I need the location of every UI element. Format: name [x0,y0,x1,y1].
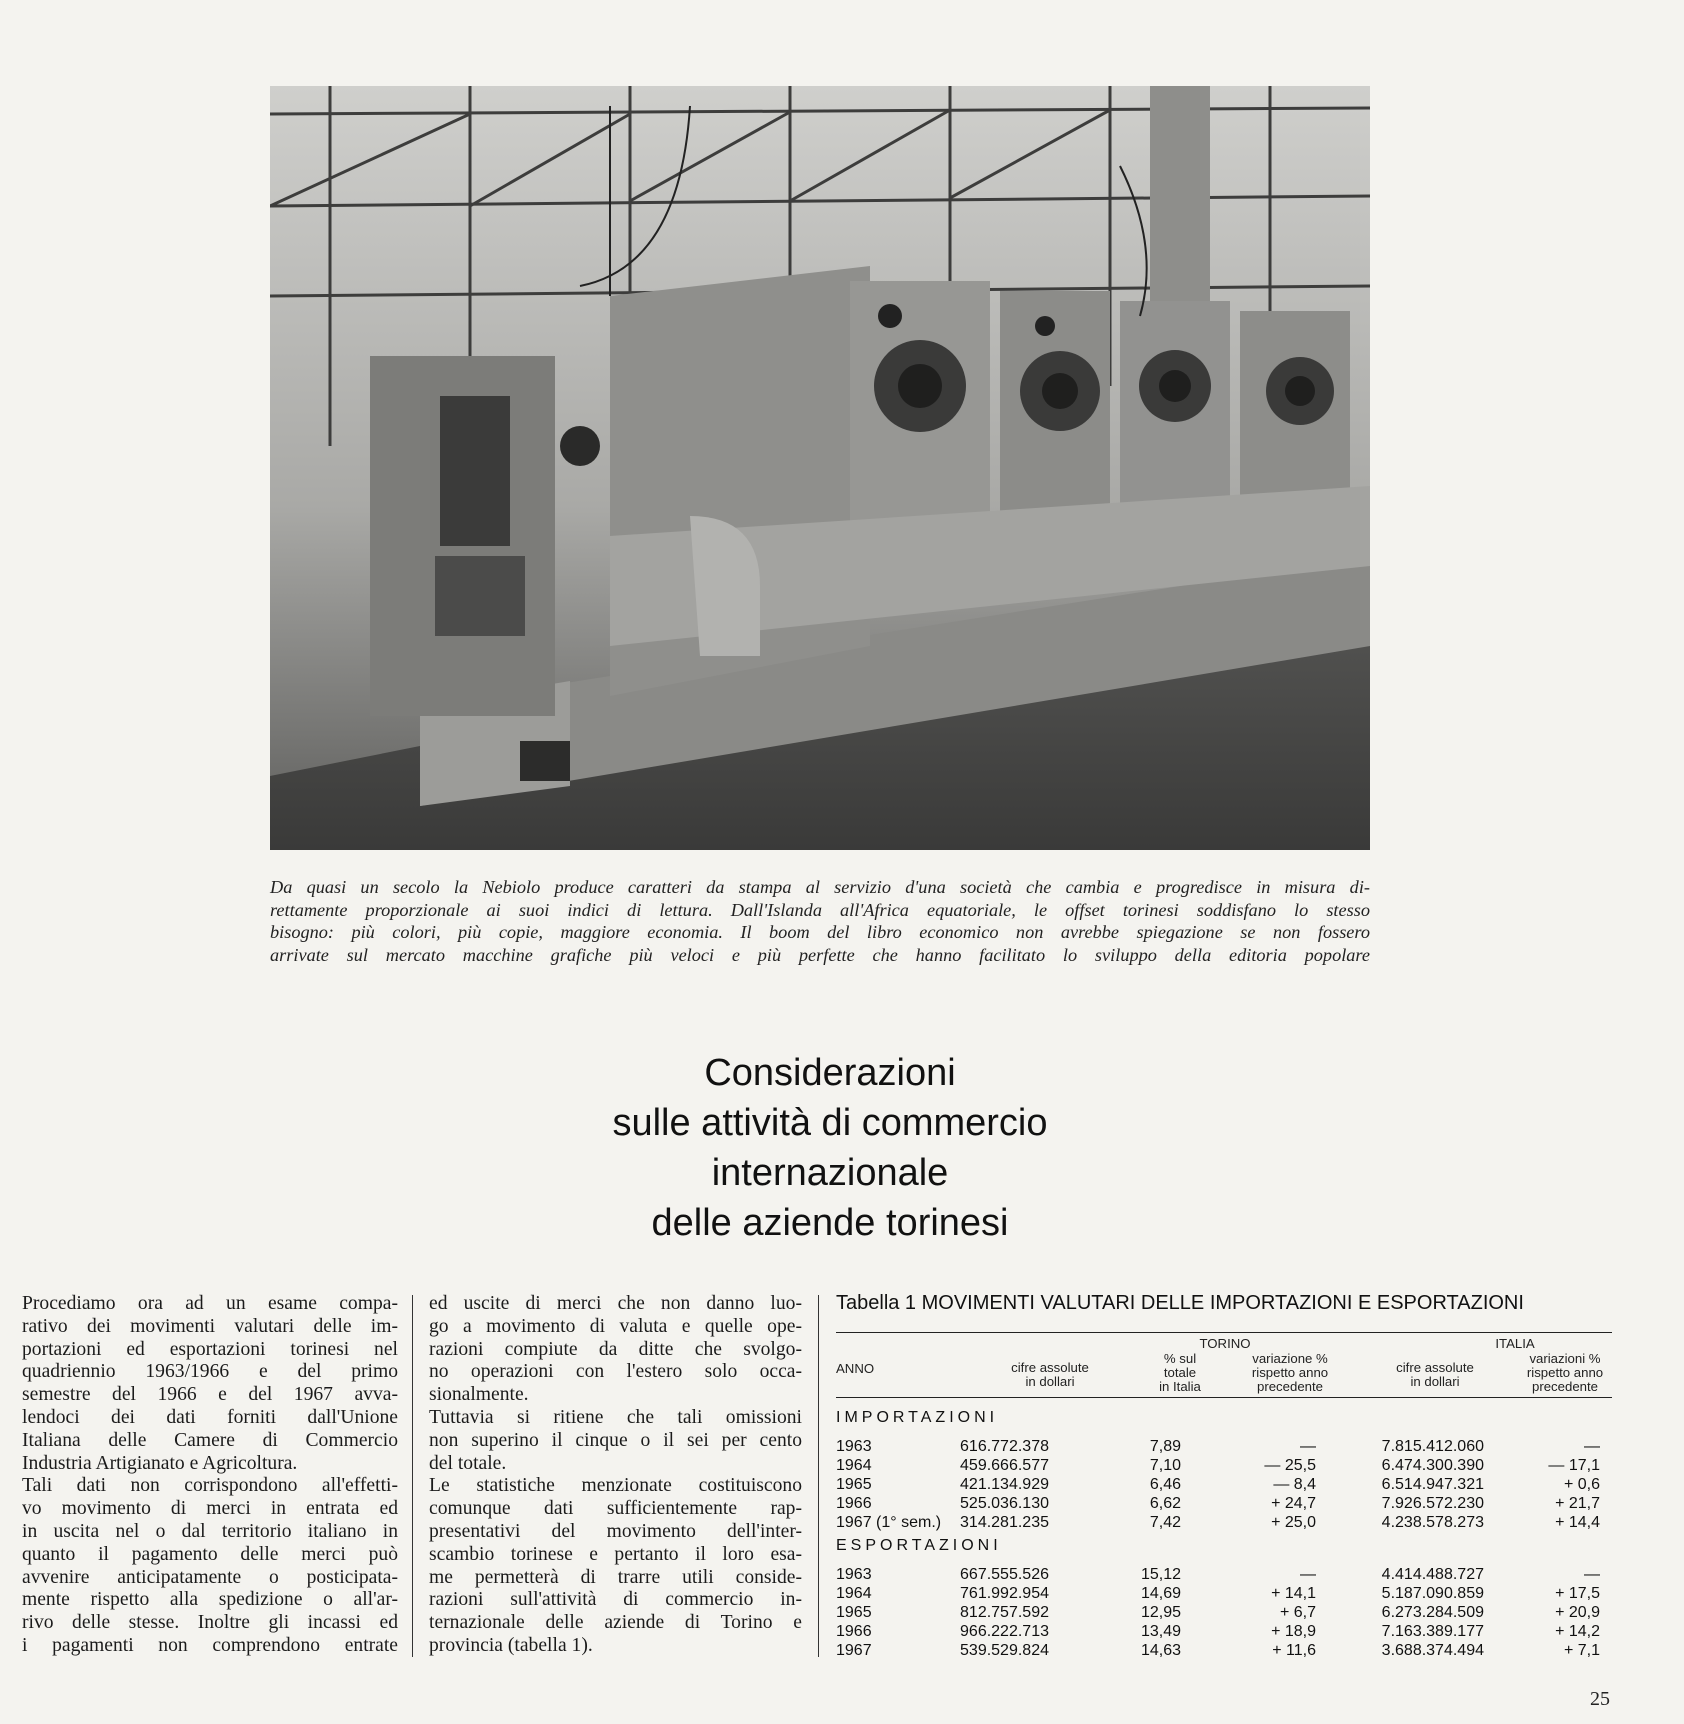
cell-var: — 25,5 [1264,1457,1316,1474]
cell-anno: 1965 [836,1476,872,1493]
header-line: totale [1163,1365,1197,1380]
body-line: del totale. [429,1452,507,1474]
cell-var: + 25,0 [1271,1514,1316,1531]
cell-pct: 15,12 [1140,1566,1181,1583]
article-title [470,1048,1190,1248]
cell-ivar: — [1584,1438,1600,1455]
header-line: in dollari [1025,1374,1075,1389]
cell-anno: 1967 [836,1642,872,1659]
cell-iabs: 6.514.947.321 [1381,1476,1484,1493]
section-importazioni: IMPORTAZIONI [836,1409,999,1426]
cell-abs: 314.281.235 [960,1514,1049,1531]
body-line: quadriennio 1963/1966 e del primo [22,1361,398,1383]
body-line: comunque dati sufficientemente rap- [429,1498,802,1520]
page-number: 25 [1590,1688,1610,1710]
cell-anno: 1964 [836,1585,872,1602]
caption-line: rettamente proporzionale ai suoi indici di lettura. Dall'Islanda all'Africa equatoriale, le offset torinesi soddisfano lo stesso [270,899,1370,920]
body-line: Industria Artigianato e Agricoltura. [22,1452,298,1474]
header-line: in Italia [1159,1379,1201,1394]
header-line: variazioni % [1529,1351,1601,1366]
cell-ivar: + 17,5 [1555,1585,1600,1602]
body-line: avvenire anticipatamente o posticipata- [22,1566,398,1588]
cell-anno: 1967 (1° sem.) [836,1514,942,1531]
cell-anno: 1966 [836,1495,872,1512]
body-line: in uscita nel o dal territorio italiano in [22,1520,398,1542]
cell-var: + 24,7 [1271,1495,1316,1512]
cell-pct: 14,69 [1140,1585,1181,1602]
body-line: Procediamo ora ad un esame compa- [22,1293,398,1314]
header-group-torino: TORINO [1199,1336,1251,1351]
body-line: quanto il pagamento delle merci può [22,1543,398,1565]
cell-iabs: 7.815.412.060 [1381,1438,1484,1455]
body-line: non superino il cinque o il sei per cento [429,1429,802,1451]
body-line: scambio torinese e pertanto il loro esa- [429,1543,802,1565]
body-line: Tuttavia si ritiene che tali omissioni [429,1406,802,1428]
cell-abs: 421.134.929 [960,1476,1049,1493]
cell-iabs: 6.474.300.390 [1381,1457,1484,1474]
cell-pct: 7,10 [1149,1457,1181,1474]
body-line: go a movimento di valuta e quelle ope- [429,1315,802,1337]
cell-pct: 12,95 [1140,1604,1181,1621]
cell-ivar: + 7,1 [1563,1642,1600,1659]
header-line: variazione % [1252,1351,1328,1366]
header-anno: ANNO [836,1361,875,1376]
cell-iabs: 3.688.374.494 [1381,1642,1484,1659]
title-line: internazionale [711,1152,949,1194]
body-line: sionalmente. [429,1384,529,1406]
cell-ivar: + 21,7 [1555,1495,1600,1512]
column-divider [818,1295,819,1657]
cell-var: + 6,7 [1279,1604,1316,1621]
cell-anno: 1963 [836,1566,872,1583]
body-line: Tali dati non corrispondono all'effetti- [22,1475,398,1497]
body-line: rivo delle stesse. Inoltre gli incassi ed [22,1612,398,1634]
body-line: i pagamenti non comprendono entrate [22,1634,398,1656]
header-line: precedente [1532,1379,1598,1394]
cell-var: — [1300,1566,1316,1583]
cell-pct: 6,46 [1149,1476,1181,1493]
header-line: cifre assolute [1011,1360,1089,1375]
cell-ivar: + 0,6 [1563,1476,1600,1493]
cell-iabs: 6.273.284.509 [1381,1604,1484,1621]
printing-press-illustration [270,86,1370,850]
body-line: lendoci dei dati forniti dall'Unione [22,1406,398,1428]
header-line: in dollari [1410,1374,1460,1389]
photo-caption [270,876,1370,966]
body-line: semestre del 1966 e del 1967 avva- [22,1384,398,1406]
body-line: ed uscite di merci che non danno luo- [429,1293,802,1314]
caption-line: bisogno: più colori, più copie, maggiore economia. Il boom del libro economico non avrebbe spiegazione se non fossero [270,922,1370,942]
cell-ivar: + 14,4 [1555,1514,1600,1531]
table-row [836,1513,1606,1532]
cell-anno: 1964 [836,1457,872,1474]
cell-abs: 667.555.526 [960,1566,1049,1583]
cell-abs: 966.222.713 [960,1623,1049,1640]
table-row [836,1622,1606,1641]
table-title: Tabella 1 MOVIMENTI VALUTARI DELLE IMPORTAZIONI E ESPORTAZIONI [836,1292,1524,1314]
cell-ivar: + 20,9 [1555,1604,1600,1621]
cell-ivar: — 17,1 [1548,1457,1600,1474]
section-esportazioni: ESPORTAZIONI [836,1537,1002,1554]
table-row [836,1641,1606,1660]
body-line: razioni compiute da ditte che svolgo- [429,1338,802,1360]
printing-press-photo [270,86,1370,850]
header-line: precedente [1257,1379,1323,1394]
cell-pct: 13,49 [1140,1623,1181,1640]
header-variazioni-italia [1515,1352,1615,1394]
body-line: Le statistiche menzionate costituiscono [429,1475,802,1497]
header-variazione-torino [1235,1352,1345,1394]
table-top-rule [836,1332,1612,1333]
cell-pct: 6,62 [1149,1495,1181,1512]
body-line: no operazioni con l'estero solo occa- [429,1361,802,1383]
cell-iabs: 5.187.090.859 [1381,1585,1484,1602]
caption-line: arrivate sul mercato macchine grafiche più veloci e più perfette che hanno facilitato lo sviluppo della editoria popolare [270,944,1370,965]
table-row [836,1456,1606,1475]
cell-pct: 14,63 [1140,1642,1181,1659]
header-cifre-assolute-italia [1370,1361,1500,1389]
cell-abs: 761.992.954 [960,1585,1049,1602]
cell-anno: 1966 [836,1623,872,1640]
cell-iabs: 4.414.488.727 [1381,1566,1484,1583]
cell-abs: 812.757.592 [960,1604,1049,1621]
body-line: ternazionale delle aziende di Torino e [429,1612,802,1634]
cell-abs: 616.772.378 [960,1438,1049,1455]
cell-anno: 1963 [836,1438,872,1455]
cell-abs: 539.529.824 [960,1642,1049,1659]
header-line: rispetto anno [1526,1365,1604,1380]
cell-anno: 1965 [836,1604,872,1621]
table-row [836,1475,1606,1494]
caption-line: Da quasi un secolo la Nebiolo produce caratteri da stampa al servizio d'una società che cambia e progredisce in misura di- [270,877,1370,897]
cell-pct: 7,42 [1149,1514,1181,1531]
cell-ivar: + 14,2 [1555,1623,1600,1640]
cell-iabs: 7.926.572.230 [1381,1495,1484,1512]
cell-iabs: 4.238.578.273 [1381,1514,1484,1531]
body-column-2 [429,1293,802,1658]
table-row [836,1603,1606,1622]
body-line: me permetterà di trarre utili conside- [429,1566,802,1588]
table-row [836,1565,1606,1584]
body-line: portazioni ed esportazioni torinesi nel [22,1338,398,1360]
header-pct-totale [1145,1352,1215,1394]
header-line: % sul [1163,1351,1197,1366]
cell-abs: 459.666.577 [960,1457,1049,1474]
cell-var: + 18,9 [1271,1623,1316,1640]
body-line: provincia (tabella 1). [429,1634,593,1656]
cell-var: + 11,6 [1272,1642,1316,1659]
table-row [836,1437,1606,1456]
header-group-italia: ITALIA [1495,1336,1535,1351]
body-column-1 [22,1293,398,1658]
cell-abs: 525.036.130 [960,1495,1049,1512]
cell-ivar: — [1584,1566,1600,1583]
cell-iabs: 7.163.389.177 [1381,1623,1484,1640]
cell-pct: 7,89 [1149,1438,1181,1455]
column-divider [412,1295,413,1657]
cell-var: — 8,4 [1273,1476,1316,1493]
body-line: vo movimento di merci in entrata ed [22,1498,398,1520]
body-line: razioni sull'attività di commercio in- [429,1589,802,1611]
title-line: Considerazioni [704,1052,956,1094]
body-line: rativo dei movimenti valutari delle im- [22,1315,398,1337]
table-row [836,1584,1606,1603]
body-line: mente rispetto alla spedizione o all'ar- [22,1589,398,1611]
header-line: rispetto anno [1251,1365,1329,1380]
cell-var: — [1300,1438,1316,1455]
table-header-rule [836,1397,1612,1398]
title-line: sulle attività di commercio [612,1102,1048,1144]
title-line: delle aziende torinesi [651,1202,1009,1244]
body-line: presentativi del movimento dell'inter- [429,1520,802,1542]
header-cifre-assolute-torino [985,1361,1115,1389]
header-line: cifre assolute [1396,1360,1474,1375]
cell-var: + 14,1 [1271,1585,1316,1602]
table-row [836,1494,1606,1513]
body-line: Italiana delle Camere di Commercio [22,1429,398,1451]
